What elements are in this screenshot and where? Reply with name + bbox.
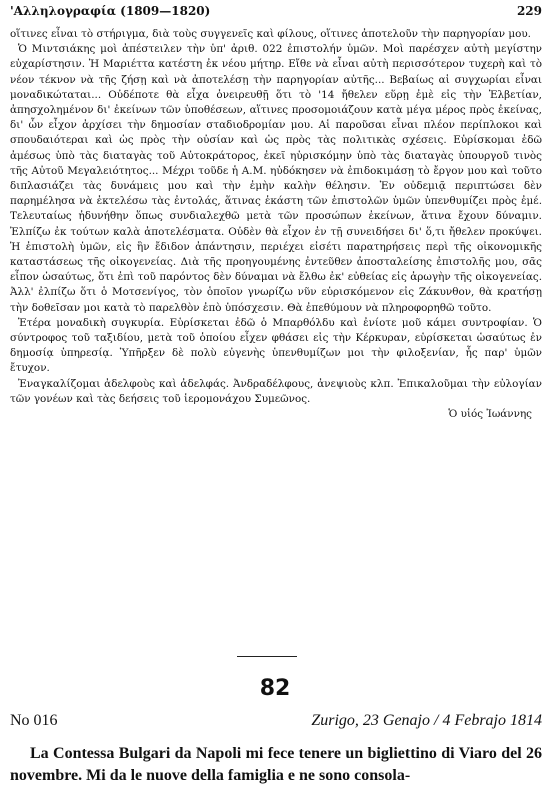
signature: Ὁ υἱός Ἰωάννης xyxy=(448,408,532,421)
running-title: 'Αλληλογραφία (1809—1820) xyxy=(10,4,211,18)
letter-reference: No 016 xyxy=(10,712,58,729)
paragraph: Ἑτέρα μοναδικὴ συγκυρία. Εὑρίσκεται ἐδῶ ὁ Μπαρθόλδυ καὶ ἐνίοτε μοῦ κάμει συντροφίαν. Ὁ σύντροφος τοῦ ταξιδίου, μετὰ τοῦ ὁποίου εἶχεν φθάσει εἰς τὴν Κέρκυραν, εὑρίσκεται ὡσαύτως ἐν δημοσίᾳ ὑπηρεσίᾳ. Ὑπῆρξεν δὲ πολὺ εὐγενὴς ὑπενθυμίζων μοι τὴν φιλοξενίαν, ἧς παρ' ὑμῶν ἔτυχον. xyxy=(10,316,542,375)
paragraph: Ὁ Μιντσιάκης μοὶ ἀπέστειλεν τὴν ὑπ' ἀριθ. 022 ἐπιστολήν ὑμῶν. Μοὶ παρέσχεν αὐτὴ μεγίστην εὐχαρίστησιν. Ἡ Μαριέττα κατέστη ἐκ νέου μήτηρ. Εἴθε νὰ εἶναι αὐτὴ περισσότερον τυχερὴ καὶ τὸ νέον τέκνον νὰ τῆς ζήσῃ καὶ νὰ ἀποτελέσῃ τὴν παρηγορίαν αὐτῆς... Βεβαίως αἱ συγχωρίαι εἶναι μοναδικώταται... Οὐδέποτε θὰ εἶχα ὀνειρευθῇ ὅτι τὸ '14 ἤθελεν εὕρῃ ἐμὲ εἰς τὴν Ἑλβετίαν, ἀπησχολημένον δι' ἐκείνων τῶν ὑποθέσεων, αἵτινες προσομοιάζουν κατὰ μέγα μέρος πρὸς ἐκείνας, δι' ὧν εἶχον ἀρχίσει τὴν δημοσίαν σταδιοδρομίαν μου. Αἱ παροῦσαι εἶναι πλέον περίπλοκοι καὶ σπουδαιότεραι καὶ ὡς πρὸς τὴν οὐσίαν καὶ ὡς πρὸς τὰς πολιτικὰς σχέσεις. Εὑρίσκομαι ἐδῶ ἀμέσως ὑπὸ τὰς διαταγὰς τοῦ Αὐτοκράτορος, ἐκεῖ ηὑρισκόμην ὑπὸ τὰς διαταγὰς ὑπουργοῦ τινὸς τῆς Αὐτοῦ Μεγαλειότητος... Μέχρι τοῦδε ἡ Α.Μ. ηὐδόκησεν νὰ ἐπιδοκιμάσῃ τὸ ἔργον μου καὶ τοῦτο διπλασιάζει τὰς δυνάμεις μου καὶ τὴν ἐμὴν καλὴν θέλησιν. Ἐν οὐδεμιᾷ περιπτώσει δὲν παρημέλησα νὰ ἐκτελέσω τὰς ἐντολάς, ἅτινας ἑκάστη τῶν ἐπιστολῶν ὑμῶν ὑπενθυμίζει πρὸς ἐμέ. Τελευταίως ἠδυνήθην ὅπως συνδιαλεχθῶ μετὰ τῶν προσώπων ἐκείνων, ἅτινα ἔχουν δύναμιν. Ἐλπίζω ἐκ τούτων καλὰ ἀποτελέσματα. Οὐδὲν θὰ εἶχον ἐν τῇ συνειδήσει δι' ὅ,τι ἤθελεν προκύψει. Ἡ ἐπιστολὴ ὑμῶν, εἰς ἣν ἔδιδον ἀπάντησιν, περιέχει εἰσέτι παρατηρήσεις περὶ τῆς οἰκονομικῆς καταστάσεως τῆς οἰκογενείας. Διὰ τῆς προηγουμένης ἐντεῦθεν ἀποσταλείσης ἐπιστολῆς μου, σᾶς εἶπον ὡσαύτως, ὅτι ἐπὶ τοῦ παρόντος δὲν δύναμαι νὰ ἔλθω ἐκ' εὐθείας εἰς ἀρωγὴν τῆς οἰκογενείας. Ἀλλ' ἐλπίζω ὅτι ὁ Μοτσενίγος, τὸν ὁποῖον γνωρίζω νῦν εὑρισκόμενον εἰς Ζάκυνθον, θὰ κρατήσῃ τὴν δοθεῖσαν μοι κατὰ τὸ παρελθὸν ἐπὸ ὑπόσχεσιν. Θὰ ἐπεθύμουν νὰ πληροφορηθῶ τοῦτο. xyxy=(10,43,542,314)
letter-number: 82 xyxy=(259,676,291,701)
italian-letter-text xyxy=(10,743,542,787)
paragraph: οἵτινες εἶναι τὸ στήριγμα, διὰ τοὺς συγγενεῖς καὶ φίλους, οἵτινες ἀποτελοῦν τὴν παρηγορίαν μου. xyxy=(10,28,531,40)
letter-meta xyxy=(10,712,542,732)
greek-letter-body xyxy=(10,27,542,422)
paragraph: Ἐναγκαλίζομαι ἀδελφοὺς καὶ ἀδελφάς. Ἀνδραδέλφους, ἀνεψιοὺς κλπ. Ἐπικαλοῦμαι τὴν εὐλογίαν τῶν γονέων καὶ τὰς δεήσεις τοῦ ἱερομονάχου Συμεῶνος. xyxy=(10,377,542,405)
running-header xyxy=(10,4,542,24)
paragraph: La Contessa Bulgari da Napoli mi fece tenere un bigliettino di Viaro del 26 novembre. Mi da le nuove della famiglia e ne sono consola- xyxy=(10,745,542,784)
section-divider xyxy=(237,656,297,657)
page-number: 229 xyxy=(516,4,542,18)
letter-dateline: Zurigo, 23 Genajo / 4 Febrajo 1814 xyxy=(311,712,542,729)
